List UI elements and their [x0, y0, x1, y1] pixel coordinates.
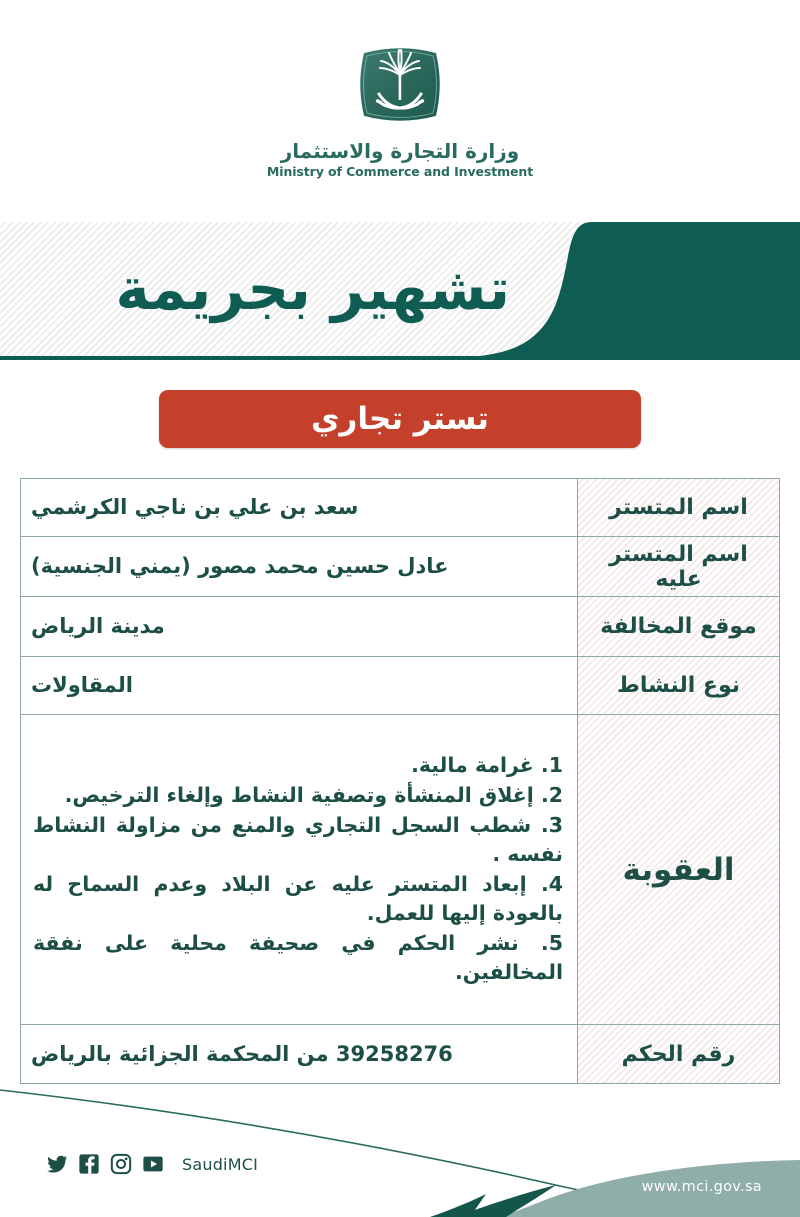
violation-details-table [20, 478, 780, 1084]
crime-type-badge-container [0, 390, 800, 448]
row-label-judgment-number: رقم الحكم [577, 1025, 779, 1083]
penalty-item: 5. نشر الحكم في صحيفة محلية على نفقة المخالفين. [33, 931, 563, 985]
row-label-concealed-name: اسم المتستر عليه [577, 537, 779, 596]
row-value-violation-location: مدينة الرياض [21, 597, 577, 656]
title-banner [0, 222, 800, 360]
row-value-concealer-name: سعد بن علي بن ناجي الكرشمي [21, 479, 577, 536]
page-footer [0, 1082, 800, 1217]
penalty-item: 2. إغلاق المنشأة وتصفية النشاط وإلغاء الترخيص. [64, 782, 563, 807]
facebook-icon[interactable] [78, 1153, 100, 1175]
ministry-name-english: Ministry of Commerce and Investment [266, 164, 534, 179]
row-label-penalty: العقوبة [577, 715, 779, 1024]
website-url: www.mci.gov.sa [641, 1179, 762, 1195]
table-row [21, 657, 779, 715]
page-header [0, 0, 800, 222]
banner-title-text: تشهير بجريمة [115, 255, 510, 323]
saudi-emblem-palm-swords-icon [355, 38, 445, 130]
penalty-item: 4. إبعاد المتستر عليه عن البلاد وعدم السماح له بالعودة إليها للعمل. [33, 872, 563, 926]
row-value-penalty [21, 715, 577, 1024]
crime-type-badge: تستر تجاري [159, 390, 641, 448]
youtube-icon[interactable] [142, 1153, 164, 1175]
penalty-list [33, 751, 563, 989]
table-row [21, 1025, 779, 1083]
table-row [21, 537, 779, 597]
social-handle-text: SaudiMCI [182, 1154, 258, 1174]
row-value-concealed-name: عادل حسين محمد مصور (يمني الجنسية) [21, 537, 577, 596]
table-row [21, 479, 779, 537]
social-links [46, 1153, 258, 1175]
banner-green-shape [480, 222, 800, 360]
row-label-violation-location: موقع المخالفة [577, 597, 779, 656]
penalty-item: 3. شطب السجل التجاري والمنع من مزاولة النشاط نفسه . [33, 812, 563, 866]
twitter-icon[interactable] [46, 1153, 68, 1175]
row-value-activity-type: المقاولات [21, 657, 577, 714]
ministry-name-arabic: وزارة التجارة والاستثمار [280, 139, 520, 163]
penalty-item: 1. غرامة مالية. [411, 752, 563, 777]
instagram-icon[interactable] [110, 1153, 132, 1175]
row-label-concealer-name: اسم المتستر [577, 479, 779, 536]
banner-bottom-rule [0, 356, 800, 360]
row-label-activity-type: نوع النشاط [577, 657, 779, 714]
table-row [21, 597, 779, 657]
row-value-judgment-number: 39258276 من المحكمة الجزائية بالرياض [21, 1025, 577, 1083]
table-row-penalty [21, 715, 779, 1025]
